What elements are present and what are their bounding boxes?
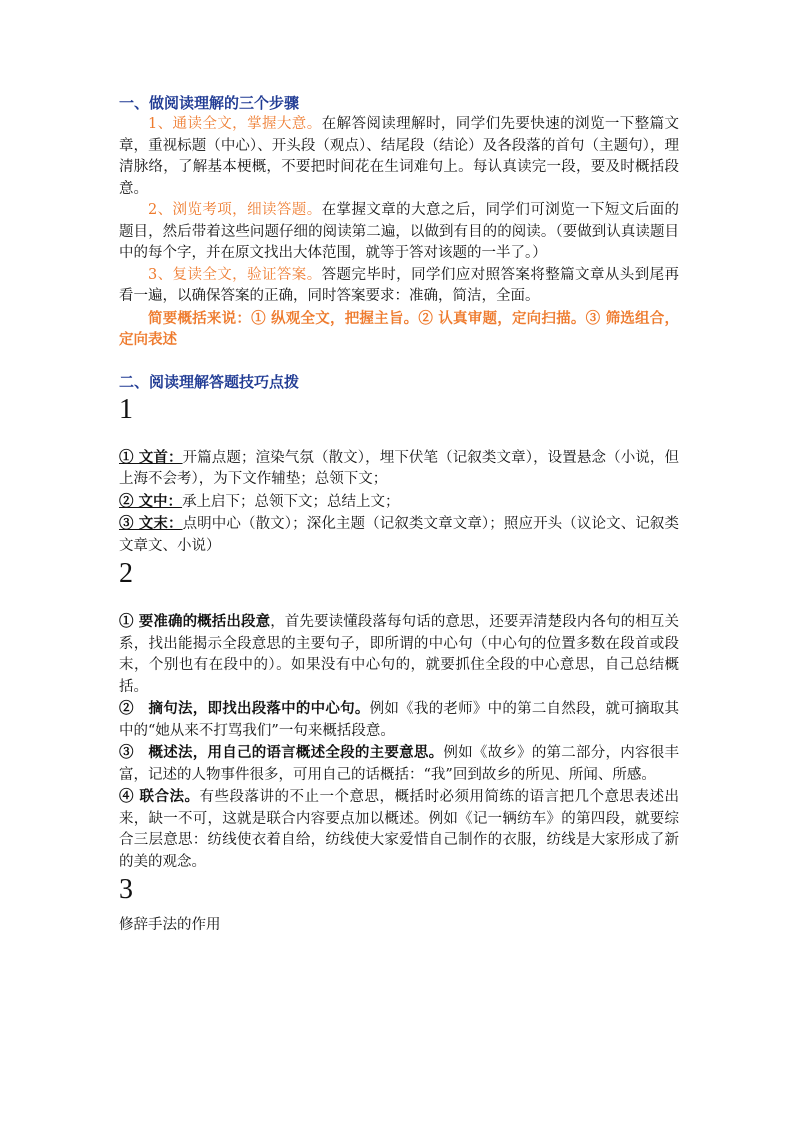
method-3-text: 例如《故乡》的第二部分，内容很丰富，记述的人物事件很多，可用自己的话概括：“我”回到故乡的所见、所闻、所感。 (119, 745, 680, 783)
position-text-3: 点明中心（散文）；深化主题（记叙类文章文章）；照应开头（议论文、记叙类文章文、小说） (119, 516, 679, 554)
position-term-2: ② 文中： (119, 492, 183, 510)
method-2-head: ② 摘句法，即找出段落中的中心句。 (119, 700, 370, 717)
method-4-text: 有些段落讲的不止一个意思，概括时必须用简练的语言把几个意思表述出来，缺一不可，这就是联合内容要点加以概述。例如《记一辆纺车》的第四段，就要综合三层意思：纺线使衣着自给，纺线使大家爱惜自己制作的衣服，纺线是大家形成了新的美的观念。 (119, 789, 679, 870)
document-page (119, 92, 679, 937)
step-1-text: 在解答阅读理解时，同学们先要快速的浏览一下整篇文章，重视标题（中心）、开头段（观点）、结尾段（结论）及各段落的首句（主题句），理清脉络，了解基本梗概，不要把时间花在生词难句上。每认真读完一段，要及时概括段意。 (119, 116, 679, 197)
step-3-text: 答题完毕时，同学们应对照答案将整篇文章从头到尾再看一遍，以确保答案的正确，同时答案要求：准确，简洁，全面。 (119, 266, 679, 304)
method-3 (119, 742, 679, 786)
method-4-head: ④ 联合法。 (119, 788, 200, 805)
method-1-text: ，首先要读懂段落每句话的意思，还要弄清楚段内各句的相互关系，找出能揭示全段意思的主要句子，即所谓的中心句（中心句的位置多数在段首或段末，个别也有在段中的）。如果没有中心句的，就要抓住全段的中心意思，自己总结概括。 (119, 614, 679, 695)
step-3-head: 3、复读全文，验证答案。 (148, 266, 322, 283)
position-term-1: ① 文首： (119, 448, 183, 466)
method-3-head: ③ 概述法，用自己的语言概述全段的主要意思。 (119, 744, 444, 761)
method-1 (119, 611, 679, 698)
step-2 (119, 200, 679, 265)
position-item-1 (119, 447, 679, 491)
number-1: 1 (119, 393, 133, 425)
number-3: 3 (119, 874, 133, 905)
step-2-text: 在掌握文章的大意之后，同学们可浏览一下短文后面的题目，然后带着这些问题仔细的阅读第二遍，以做到有目的的阅读。（要做到认真读题目中的每个字，并在原文找出大体范围，就等于答对该题的一半了。） (119, 202, 679, 261)
section-1-title: 一、做阅读理解的三个步骤 (119, 94, 300, 112)
step-3 (119, 265, 679, 308)
step-2-head: 2、浏览考项，细读答题。 (148, 202, 322, 218)
rhetoric-heading: 修辞手法的作用 (119, 917, 221, 933)
position-item-3 (119, 513, 679, 557)
method-1-head: ① 要准确的概括出段意 (119, 613, 271, 630)
step-1-head: 1、通读全文，掌握大意。 (148, 116, 322, 132)
method-2 (119, 698, 679, 742)
method-4 (119, 786, 679, 873)
step-1 (119, 114, 679, 200)
method-2-text: 例如《我的老师》中的第二自然段，就可摘取其中的“她从来不打骂我们”一句来概括段意。 (119, 701, 680, 739)
summary-line: 简要概括来说：① 纵观全文，把握主旨。② 认真审题，定向扫描。③ 筛选组合，定向表述 (119, 309, 679, 348)
position-text-2: 承上启下；总领下文；总结上文； (182, 493, 400, 510)
position-text-1: 开篇点题；渲染气氛（散文），埋下伏笔（记叙类文章），设置悬念（小说，但上海不会考），为下文作辅垫；总领下文； (119, 449, 679, 487)
position-item-2 (119, 491, 679, 514)
position-term-3: ③ 文末： (119, 515, 183, 532)
section-2-title: 二、阅读理解答题技巧点拨 (119, 372, 300, 391)
number-2: 2 (119, 558, 133, 589)
